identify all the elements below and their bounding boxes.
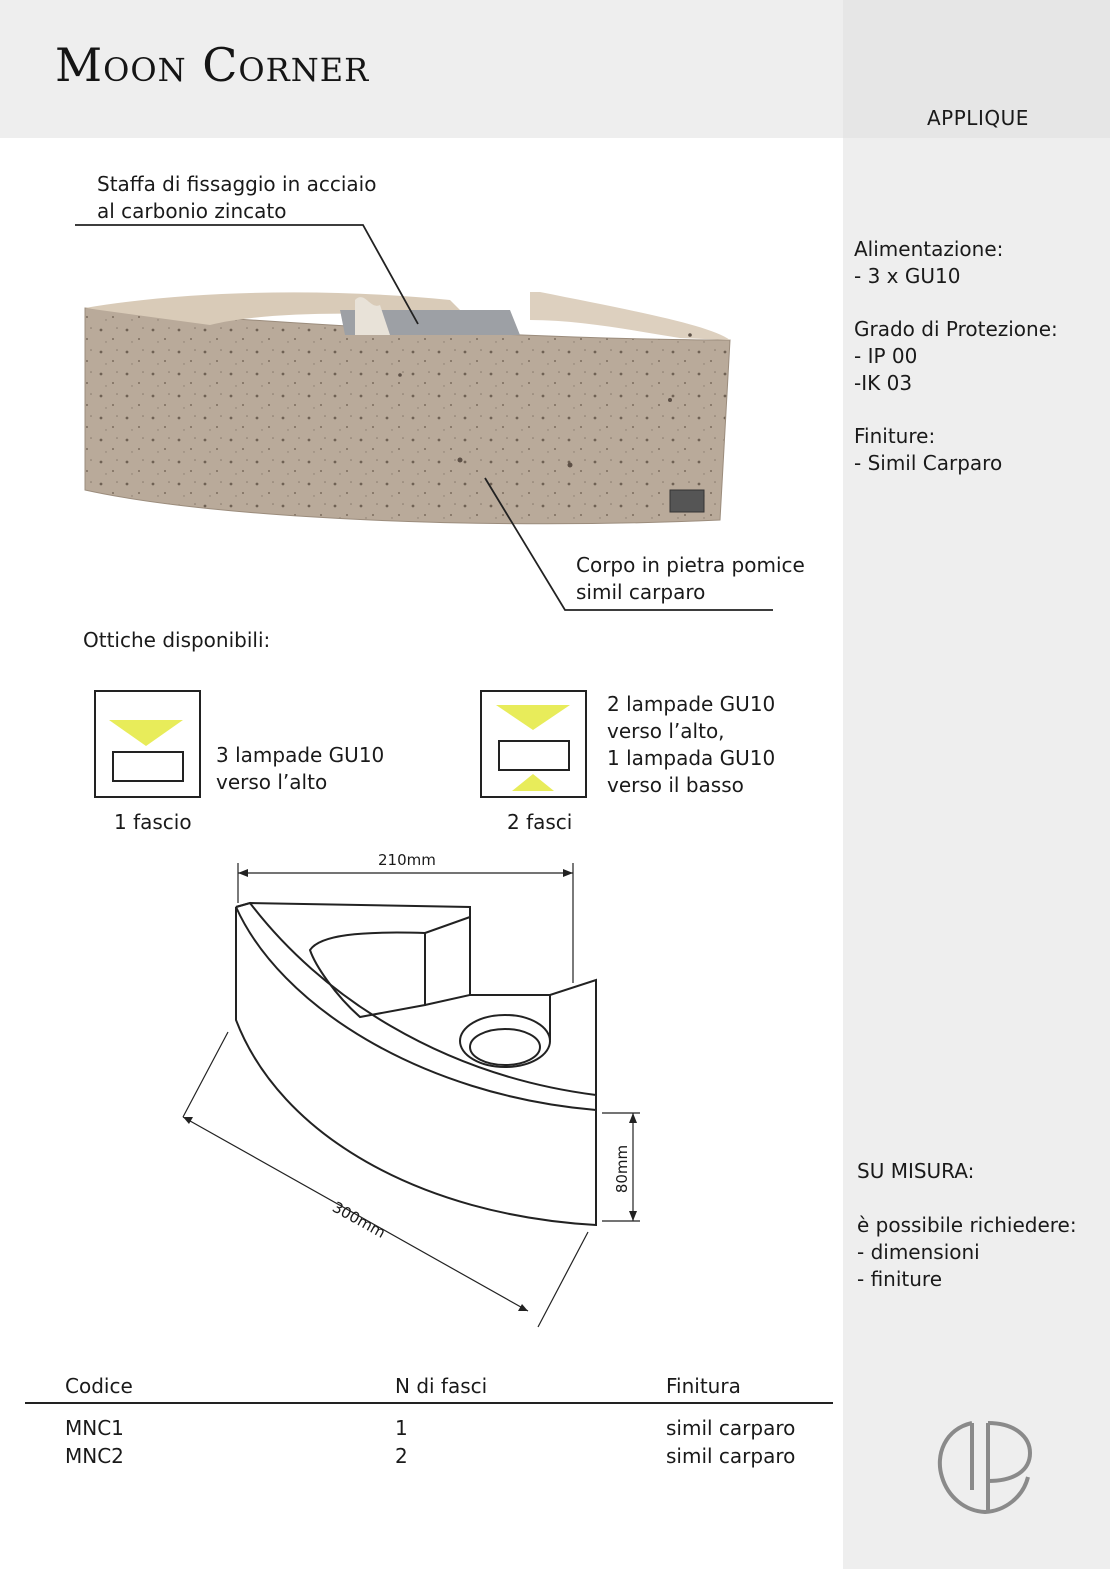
callout-bracket-line-1: Staffa di fissaggio in acciaio xyxy=(97,172,377,196)
optic-2-description xyxy=(607,691,775,799)
spec-finishes xyxy=(854,423,1002,477)
spec-protection-label: Grado di Protezione: xyxy=(854,317,1058,341)
product-category: APPLIQUE xyxy=(927,106,1029,130)
table-rule xyxy=(25,1402,833,1404)
dim-height: 80mm xyxy=(613,1144,632,1194)
spec-protection-ik: -IK 03 xyxy=(854,371,913,395)
dim-width: 210mm xyxy=(378,851,436,869)
dim-length: 300mm xyxy=(329,1198,389,1242)
spec-custom-spacer xyxy=(857,1185,1077,1212)
optic-2-line-1: 2 lampade GU10 xyxy=(607,692,776,716)
spec-power-value: - 3 x GU10 xyxy=(854,264,961,288)
table-cell: MNC2 xyxy=(65,1444,124,1468)
brand-logo xyxy=(930,1415,1040,1520)
table-cell: MNC1 xyxy=(65,1416,124,1440)
table-header-beams: N di fasci xyxy=(395,1374,488,1398)
beam-up-down-icon xyxy=(482,692,585,796)
optic-1-description xyxy=(216,742,384,796)
optic-2-line-4: verso il basso xyxy=(607,773,744,797)
beam-up-icon xyxy=(96,692,199,796)
optic-2-caption: 2 fasci xyxy=(507,810,573,834)
spec-custom-finishes: - finiture xyxy=(857,1267,943,1291)
spec-custom-label: SU MISURA: xyxy=(857,1159,975,1183)
table-cell: simil carparo xyxy=(666,1416,796,1440)
optic-1-caption: 1 fascio xyxy=(114,810,192,834)
table-header-finish: Finitura xyxy=(666,1374,741,1398)
callout-bracket xyxy=(97,171,376,225)
callout-leaders xyxy=(0,0,843,640)
product-title: Moon Corner xyxy=(55,38,370,92)
callout-body xyxy=(576,552,805,606)
table-cell: simil carparo xyxy=(666,1444,796,1468)
table-header-code: Codice xyxy=(65,1374,133,1398)
optic-2-line-2: verso l’alto, xyxy=(607,719,725,743)
table-cell: 1 xyxy=(395,1416,408,1440)
spec-protection-ip: - IP 00 xyxy=(854,344,918,368)
spec-custom xyxy=(857,1158,1077,1293)
spec-finishes-value: - Simil Carparo xyxy=(854,451,1003,475)
optics-heading: Ottiche disponibili: xyxy=(83,628,271,652)
spec-custom-dimensions: - dimensioni xyxy=(857,1240,980,1264)
spec-power xyxy=(854,236,1003,290)
spec-protection xyxy=(854,316,1058,397)
optic-1-line-2: verso l’alto xyxy=(216,770,328,794)
callout-bracket-line-2: al carbonio zincato xyxy=(97,199,287,223)
callout-body-line-1: Corpo in pietra pomice xyxy=(576,553,805,577)
spec-finishes-label: Finiture: xyxy=(854,424,936,448)
callout-body-line-2: simil carparo xyxy=(576,580,706,604)
optic-1-line-1: 3 lampade GU10 xyxy=(216,743,385,767)
optic-2-icon xyxy=(480,690,587,798)
table-cell: 2 xyxy=(395,1444,408,1468)
spec-custom-intro: è possibile richiedere: xyxy=(857,1213,1077,1237)
optic-1-icon xyxy=(94,690,201,798)
spec-power-label: Alimentazione: xyxy=(854,237,1004,261)
technical-drawing xyxy=(170,845,670,1335)
optic-2-line-3: 1 lampada GU10 xyxy=(607,746,776,770)
